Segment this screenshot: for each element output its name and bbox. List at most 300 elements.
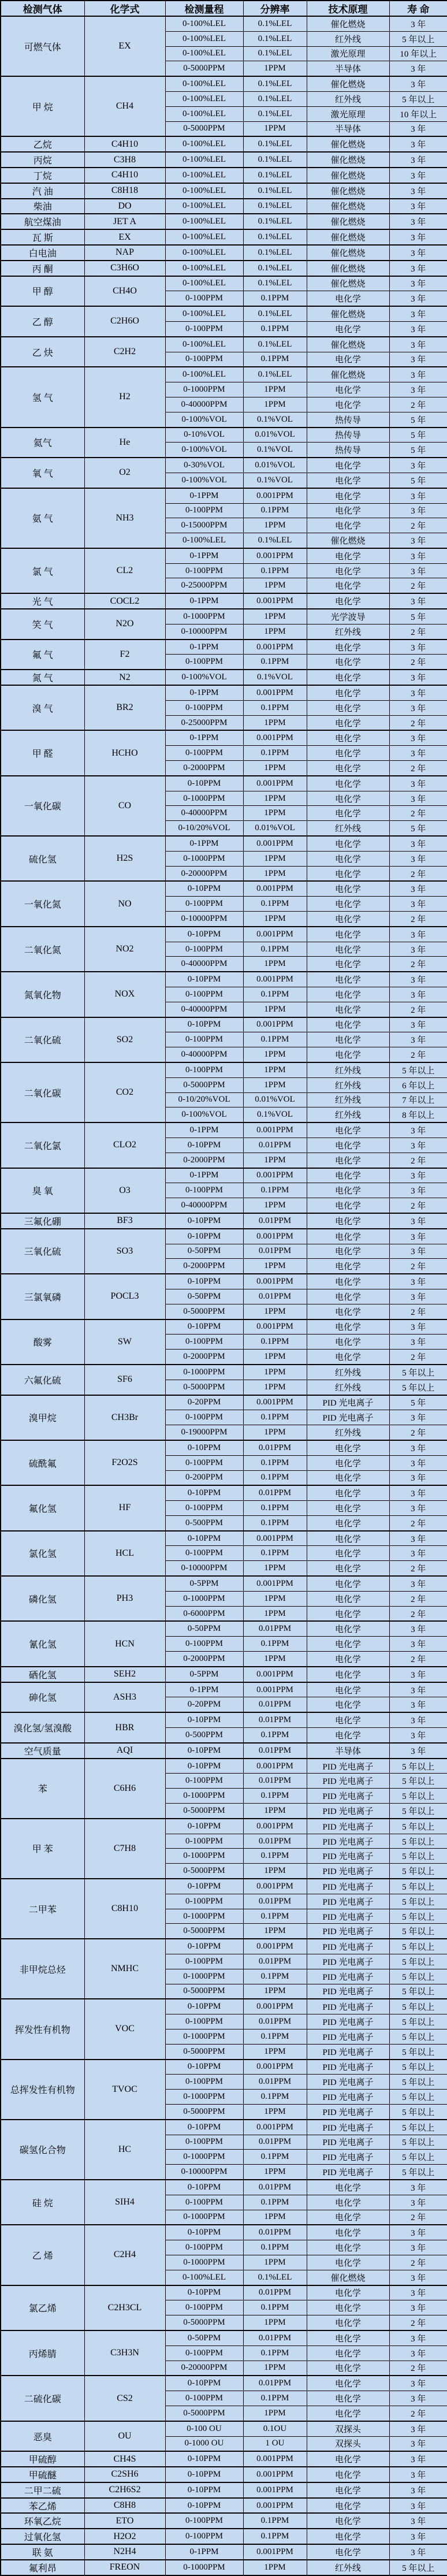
formula-cell: C2H6O xyxy=(84,306,165,337)
principle-cell: 催化燃烧 xyxy=(307,245,389,261)
resolution-cell: 0.1%LEL xyxy=(243,337,307,352)
table-row xyxy=(1,1682,447,1697)
range-cell: 0-10PPM xyxy=(165,2482,243,2498)
principle-cell: 电化学 xyxy=(307,1274,389,1289)
lifespan-cell: 3 年 xyxy=(389,730,447,745)
lifespan-cell: 5 年 xyxy=(389,473,447,488)
lifespan-cell: 2 年 xyxy=(389,715,447,730)
principle-cell: PID 光电离子 xyxy=(307,1395,389,1410)
table-row xyxy=(1,609,447,624)
range-cell: 0-10PPM xyxy=(165,1274,243,1289)
principle-cell: 半导体 xyxy=(307,1743,389,1759)
lifespan-cell: 5 年以上 xyxy=(389,1969,447,1984)
principle-cell: 催化燃烧 xyxy=(307,337,389,352)
lifespan-cell: 3 年 xyxy=(389,488,447,503)
lifespan-cell: 3 年 xyxy=(389,291,447,306)
range-cell: 0-100%LEL xyxy=(165,261,243,276)
range-cell: 0-100%VOL xyxy=(165,473,243,488)
formula-cell: BF3 xyxy=(84,1213,165,1229)
gas-name-cell: 氦气 xyxy=(1,428,84,458)
resolution-cell: 1PPM xyxy=(243,382,307,397)
principle-cell: 电化学 xyxy=(307,1017,389,1032)
gas-name-cell: 乙 醇 xyxy=(1,306,84,337)
gas-name-cell: 环氧乙烷 xyxy=(1,2513,84,2529)
lifespan-cell: 3 年 xyxy=(389,2180,447,2195)
resolution-cell: 1PPM xyxy=(243,1984,307,1999)
lifespan-cell: 3 年 xyxy=(389,1032,447,1047)
gas-name-cell: 氯 气 xyxy=(1,548,84,593)
lifespan-cell: 3 年 xyxy=(389,276,447,291)
range-cell: 0-100PPM xyxy=(165,700,243,715)
formula-cell: N2O xyxy=(84,609,165,640)
principle-cell: 电化学 xyxy=(307,715,389,730)
lifespan-cell: 3 年 xyxy=(389,337,447,352)
table-row xyxy=(1,548,447,563)
table-row xyxy=(1,2451,447,2467)
lifespan-cell: 5 年以上 xyxy=(389,1774,447,1789)
range-cell: 0-1PPM xyxy=(165,730,243,745)
lifespan-cell: 5 年 xyxy=(389,1395,447,1410)
table-row xyxy=(1,1819,447,1834)
formula-cell: AQI xyxy=(84,1743,165,1759)
resolution-cell: 0.1%LEL xyxy=(243,199,307,214)
lifespan-cell: 7 年以上 xyxy=(389,1092,447,1107)
lifespan-cell: 5 年以上 xyxy=(389,2090,447,2105)
resolution-cell: 0.001PPM xyxy=(243,685,307,700)
lifespan-cell: 5 年以上 xyxy=(389,1365,447,1380)
principle-cell: 电化学 xyxy=(307,640,389,655)
range-cell: 0-100%VOL xyxy=(165,443,243,458)
range-cell: 0-100%LEL xyxy=(165,367,243,382)
resolution-cell: 0.001PPM xyxy=(243,1879,307,1894)
resolution-cell: 1PPM xyxy=(243,1365,307,1380)
principle-cell: 催化燃烧 xyxy=(307,367,389,382)
principle-cell: PID 光电离子 xyxy=(307,2090,389,2105)
principle-cell: 催化燃烧 xyxy=(307,199,389,214)
resolution-cell: 0.01%VOL xyxy=(243,1092,307,1107)
range-cell: 0-40000PPM xyxy=(165,806,243,821)
lifespan-cell: 3 年 xyxy=(389,1168,447,1183)
gas-name-cell: 硅 烷 xyxy=(1,2180,84,2225)
principle-cell: PID 光电离子 xyxy=(307,2044,389,2059)
principle-cell: PID 光电离子 xyxy=(307,1849,389,1864)
principle-cell: 红外线 xyxy=(307,1107,389,1122)
range-cell: 0-100%LEL xyxy=(165,46,243,61)
lifespan-cell: 3 年 xyxy=(389,1017,447,1032)
principle-cell: 电化学 xyxy=(307,1168,389,1183)
resolution-cell: 0.001PPM xyxy=(243,1999,307,2014)
table-row xyxy=(1,927,447,942)
formula-cell: CL2 xyxy=(84,548,165,593)
gas-name-cell: 氟利昂 xyxy=(1,2560,84,2575)
gas-name-cell: 乙 炔 xyxy=(1,337,84,367)
principle-cell: 电化学 xyxy=(307,1561,389,1576)
resolution-cell: 0.01PPM xyxy=(243,2330,307,2345)
range-cell: 0-20000PPM xyxy=(165,866,243,881)
resolution-cell: 0.1%LEL xyxy=(243,367,307,382)
resolution-cell: 0.1%LEL xyxy=(243,136,307,152)
range-cell: 0-100PPM xyxy=(165,1834,243,1849)
principle-cell: 电化学 xyxy=(307,593,389,609)
principle-cell: 电化学 xyxy=(307,1637,389,1652)
range-cell: 0-1PPM xyxy=(165,1122,243,1138)
principle-cell: 电化学 xyxy=(307,1546,389,1561)
principle-cell: 半导体 xyxy=(307,121,389,136)
table-row xyxy=(1,1743,447,1759)
principle-cell: 催化燃烧 xyxy=(307,229,389,245)
resolution-cell: 1PPM xyxy=(243,1924,307,1939)
gas-name-cell: 二甲二硫 xyxy=(1,2482,84,2498)
range-cell: 0-100%VOL xyxy=(165,1107,243,1122)
gas-name-cell: 丙烯腈 xyxy=(1,2330,84,2376)
header-cell-resolution: 分辨率 xyxy=(243,1,307,16)
principle-cell: 电化学 xyxy=(307,2285,389,2300)
principle-cell: PID 光电离子 xyxy=(307,1969,389,1984)
lifespan-cell: 5 年 xyxy=(389,412,447,427)
table-row xyxy=(1,2180,447,2195)
formula-cell: SO3 xyxy=(84,1229,165,1274)
lifespan-cell: 2 年 xyxy=(389,397,447,412)
lifespan-cell: 3 年 xyxy=(389,261,447,276)
formula-cell: C8H18 xyxy=(84,183,165,199)
lifespan-cell: 5 年以上 xyxy=(389,1909,447,1924)
range-cell: 0-1000PPM xyxy=(165,851,243,866)
lifespan-cell: 3 年 xyxy=(389,1576,447,1591)
formula-cell: TVOC xyxy=(84,2060,165,2120)
resolution-cell: 0.001PPM xyxy=(243,927,307,942)
lifespan-cell: 3 年 xyxy=(389,1138,447,1153)
lifespan-cell: 5 年 xyxy=(389,428,447,443)
resolution-cell: 0.01PPM xyxy=(243,2376,307,2391)
lifespan-cell: 5 年以上 xyxy=(389,1879,447,1894)
principle-cell: 催化燃烧 xyxy=(307,168,389,183)
gas-name-cell: 氧 气 xyxy=(1,458,84,488)
gas-name-cell: 溴化氢/氢溴酸 xyxy=(1,1712,84,1743)
principle-cell: 电化学 xyxy=(307,685,389,700)
range-cell: 0-100PPM xyxy=(165,2345,243,2361)
resolution-cell: 0.1%LEL xyxy=(243,16,307,31)
principle-cell: 热传导 xyxy=(307,428,389,443)
formula-cell: CH4S xyxy=(84,2451,165,2467)
principle-cell: 电化学 xyxy=(307,700,389,715)
lifespan-cell: 3 年 xyxy=(389,503,447,518)
range-cell: 0-2000PPM xyxy=(165,1259,243,1274)
gas-name-cell: 氰化氢 xyxy=(1,1621,84,1666)
gas-name-cell: 二氧化碳 xyxy=(1,1062,84,1122)
range-cell: 0-10%VOL xyxy=(165,428,243,443)
resolution-cell: 0.1PPM xyxy=(243,2195,307,2210)
table-row xyxy=(1,1576,447,1591)
resolution-cell: 0.01PPM xyxy=(243,1743,307,1759)
table-row xyxy=(1,685,447,700)
formula-cell: BR2 xyxy=(84,685,165,730)
range-cell: 0-1000PPM xyxy=(165,2029,243,2044)
range-cell: 0-10PPM xyxy=(165,2120,243,2135)
table-row xyxy=(1,2482,447,2498)
lifespan-cell: 3 年 xyxy=(389,1743,447,1759)
range-cell: 0-100PPM xyxy=(165,1501,243,1516)
principle-cell: 电化学 xyxy=(307,2255,389,2270)
resolution-cell: 0.1%LEL xyxy=(243,261,307,276)
table-row xyxy=(1,1485,447,1500)
lifespan-cell: 3 年 xyxy=(389,881,447,896)
range-cell: 0-10PPM xyxy=(165,776,243,791)
lifespan-cell: 3 年 xyxy=(389,2345,447,2361)
principle-cell: 电化学 xyxy=(307,1515,389,1530)
range-cell: 0-1000PPM xyxy=(165,2255,243,2270)
lifespan-cell: 5 年以上 xyxy=(389,1849,447,1864)
range-cell: 0-100PPM xyxy=(165,2300,243,2315)
principle-cell: PID 光电离子 xyxy=(307,2075,389,2090)
range-cell: 0-100PPM xyxy=(165,1894,243,1909)
range-cell: 0-100%LEL xyxy=(165,16,243,31)
lifespan-cell: 3 年 xyxy=(389,1274,447,1289)
principle-cell: 电化学 xyxy=(307,2330,389,2345)
principle-cell: 电化学 xyxy=(307,912,389,927)
formula-cell: NMHC xyxy=(84,1939,165,1999)
gas-name-cell: 氟化氢 xyxy=(1,1485,84,1530)
lifespan-cell: 3 年 xyxy=(389,1637,447,1652)
range-cell: 0-1PPM xyxy=(165,488,243,503)
table-row xyxy=(1,1440,447,1455)
gas-name-cell: 柴油 xyxy=(1,199,84,214)
lifespan-cell: 2 年 xyxy=(389,518,447,533)
header-cell-formula: 化学式 xyxy=(84,1,165,16)
principle-cell: PID 光电离子 xyxy=(307,1819,389,1834)
table-row xyxy=(1,776,447,791)
range-cell: 0-100%LEL xyxy=(165,168,243,183)
principle-cell: PID 光电离子 xyxy=(307,1924,389,1939)
resolution-cell: 0.1%LEL xyxy=(243,168,307,183)
lifespan-cell: 2 年 xyxy=(389,1350,447,1365)
table-row xyxy=(1,1667,447,1682)
principle-cell: PID 光电离子 xyxy=(307,2165,389,2180)
lifespan-cell: 3 年 xyxy=(389,2300,447,2315)
lifespan-cell: 2 年 xyxy=(389,655,447,670)
resolution-cell: 1PPM xyxy=(243,1002,307,1017)
range-cell: 0-1000 OU xyxy=(165,2436,243,2451)
lifespan-cell: 3 年 xyxy=(389,121,447,136)
resolution-cell: 0.1PPM xyxy=(243,1183,307,1198)
lifespan-cell: 3 年 xyxy=(389,229,447,245)
lifespan-cell: 2 年 xyxy=(389,578,447,593)
range-cell: 0-10PPM xyxy=(165,1138,243,1153)
resolution-cell: 0.01PPM xyxy=(243,2135,307,2150)
resolution-cell: 0.1PPM xyxy=(243,1849,307,1864)
range-cell: 0-100 OU xyxy=(165,2421,243,2436)
range-cell: 0-10PPM xyxy=(165,1759,243,1774)
gas-name-cell: 硫酰氟 xyxy=(1,1440,84,1485)
resolution-cell: 0.001PPM xyxy=(243,548,307,563)
lifespan-cell: 5 年以上 xyxy=(389,1380,447,1395)
lifespan-cell: 2 年 xyxy=(389,912,447,927)
table-row xyxy=(1,1229,447,1244)
principle-cell: 电化学 xyxy=(307,2240,389,2255)
table-row xyxy=(1,2225,447,2240)
resolution-cell: 0.001PPM xyxy=(243,640,307,655)
resolution-cell: 0.1PPM xyxy=(243,503,307,518)
formula-cell: F2O2S xyxy=(84,1440,165,1485)
resolution-cell: 1PPM xyxy=(243,866,307,881)
resolution-cell: 0.01PPM xyxy=(243,1440,307,1455)
lifespan-cell: 2 年 xyxy=(389,1425,447,1440)
resolution-cell: 1PPM xyxy=(243,1304,307,1319)
resolution-cell: 0.1PPM xyxy=(243,352,307,367)
formula-cell: CH3Br xyxy=(84,1395,165,1440)
resolution-cell: 0.001PPM xyxy=(243,1122,307,1138)
lifespan-cell: 3 年 xyxy=(389,1501,447,1516)
lifespan-cell: 5 年以上 xyxy=(389,1999,447,2014)
resolution-cell: 0.1PPM xyxy=(243,1410,307,1425)
range-cell: 0-100%LEL xyxy=(165,306,243,321)
gas-name-cell: 砷化氢 xyxy=(1,1682,84,1713)
lifespan-cell: 2 年 xyxy=(389,1561,447,1576)
range-cell: 0-10PPM xyxy=(165,1939,243,1954)
principle-cell: 电化学 xyxy=(307,2451,389,2467)
gas-name-cell: 溴 气 xyxy=(1,685,84,730)
resolution-cell: 1PPM xyxy=(243,806,307,821)
table-row xyxy=(1,2560,447,2575)
lifespan-cell: 3 年 xyxy=(389,2451,447,2467)
range-cell: 0-2000PPM xyxy=(165,1350,243,1365)
range-cell: 0-25000PPM xyxy=(165,578,243,593)
principle-cell: 电化学 xyxy=(307,321,389,336)
range-cell: 0-100PPM xyxy=(165,1774,243,1789)
formula-cell: C6H6 xyxy=(84,1759,165,1819)
resolution-cell: 0.1PPM xyxy=(243,2300,307,2315)
resolution-cell: 0.1PPM xyxy=(243,2029,307,2044)
range-cell: 0-10PPM xyxy=(165,2467,243,2482)
principle-cell: 电化学 xyxy=(307,1002,389,1017)
range-cell: 0-10PPM xyxy=(165,2060,243,2075)
resolution-cell: 0.1PPM xyxy=(243,321,307,336)
resolution-cell: 0.1%VOL xyxy=(243,1107,307,1122)
lifespan-cell: 5 年以上 xyxy=(389,2120,447,2135)
formula-cell: SIH4 xyxy=(84,2180,165,2225)
resolution-cell: 0.001PPM xyxy=(243,1319,307,1335)
principle-cell: 电化学 xyxy=(307,1712,389,1727)
range-cell: 0-100PPM xyxy=(165,2529,243,2544)
gas-name-cell: 磷化氢 xyxy=(1,1576,84,1621)
resolution-cell: 1PPM xyxy=(243,1047,307,1062)
range-cell: 0-100%LEL xyxy=(165,199,243,214)
range-cell: 0-10PPM xyxy=(165,1819,243,1834)
formula-cell: NOX xyxy=(84,972,165,1017)
principle-cell: PID 光电离子 xyxy=(307,1999,389,2014)
principle-cell: 催化燃烧 xyxy=(307,152,389,168)
principle-cell: 催化燃烧 xyxy=(307,276,389,291)
resolution-cell: 0.01PPM xyxy=(243,1834,307,1849)
principle-cell: 电化学 xyxy=(307,382,389,397)
lifespan-cell: 2 年 xyxy=(389,1652,447,1667)
range-cell: 0-100PPM xyxy=(165,2135,243,2150)
gas-name-cell: 硫化氢 xyxy=(1,836,84,881)
gas-name-cell: 笑 气 xyxy=(1,609,84,640)
resolution-cell: 1PPM xyxy=(243,518,307,533)
resolution-cell: 0.1PPM xyxy=(243,897,307,912)
range-cell: 0-10PPM xyxy=(165,1229,243,1244)
resolution-cell: 0.1PPM xyxy=(243,942,307,957)
range-cell: 0-40000PPM xyxy=(165,1047,243,1062)
principle-cell: 电化学 xyxy=(307,2406,389,2421)
principle-cell: 电化学 xyxy=(307,836,389,851)
principle-cell: 电化学 xyxy=(307,2513,389,2529)
resolution-cell: 0.1PPM xyxy=(243,1455,307,1470)
lifespan-cell: 3 年 xyxy=(389,1682,447,1697)
principle-cell: 红外线 xyxy=(307,1092,389,1107)
range-cell: 0-5PPM xyxy=(165,1576,243,1591)
range-cell: 0-100%LEL xyxy=(165,214,243,229)
resolution-cell: 1PPM xyxy=(243,2406,307,2421)
range-cell: 0-100PPM xyxy=(165,1062,243,1077)
range-cell: 0-1000PPM xyxy=(165,1909,243,1924)
principle-cell: 催化燃烧 xyxy=(307,16,389,31)
formula-cell: C3H6O xyxy=(84,261,165,276)
gas-name-cell: 臭 氧 xyxy=(1,1168,84,1213)
lifespan-cell: 5 年 xyxy=(389,821,447,836)
lifespan-cell: 2 年 xyxy=(389,1606,447,1621)
resolution-cell: 0.1%LEL xyxy=(243,276,307,291)
range-cell: 0-100PPM xyxy=(165,321,243,336)
table-row xyxy=(1,1621,447,1636)
formula-cell: SO2 xyxy=(84,1017,165,1062)
resolution-cell: 0.01%VOL xyxy=(243,821,307,836)
table-row xyxy=(1,229,447,245)
range-cell: 0-5000PPM xyxy=(165,1304,243,1319)
lifespan-cell: 3 年 xyxy=(389,2436,447,2451)
lifespan-cell: 2 年 xyxy=(389,2406,447,2421)
resolution-cell: 0.1PPM xyxy=(243,746,307,761)
range-cell: 0-1000PPM xyxy=(165,1789,243,1804)
resolution-cell: 1PPM xyxy=(243,2315,307,2330)
gas-name-cell: 乙 烯 xyxy=(1,2225,84,2285)
principle-cell: 电化学 xyxy=(307,1138,389,1153)
table-row xyxy=(1,2467,447,2482)
resolution-cell: 0.01PPM xyxy=(243,1774,307,1789)
principle-cell: 红外线 xyxy=(307,821,389,836)
principle-cell: 红外线 xyxy=(307,31,389,46)
range-cell: 0-100PPM xyxy=(165,746,243,761)
table-row xyxy=(1,1168,447,1183)
principle-cell: 光学波导 xyxy=(307,609,389,624)
principle-cell: 电化学 xyxy=(307,1213,389,1229)
resolution-cell: 0.001PPM xyxy=(243,2120,307,2135)
resolution-cell: 0.1%LEL xyxy=(243,91,307,106)
resolution-cell: 0.1PPM xyxy=(243,1969,307,1984)
gas-name-cell: 酸雾 xyxy=(1,1319,84,1365)
resolution-cell: 1PPM xyxy=(243,624,307,639)
lifespan-cell: 3 年 xyxy=(389,199,447,214)
resolution-cell: 0.01PPM xyxy=(243,1697,307,1712)
gas-name-cell: 丙烷 xyxy=(1,152,84,168)
principle-cell: 电化学 xyxy=(307,806,389,821)
resolution-cell: 0.1PPM xyxy=(243,563,307,578)
gas-name-cell: 丁烷 xyxy=(1,168,84,183)
principle-cell: PID 光电离子 xyxy=(307,2014,389,2029)
principle-cell: PID 光电离子 xyxy=(307,1894,389,1909)
formula-cell: N2 xyxy=(84,670,165,685)
resolution-cell: 0.001PPM xyxy=(243,836,307,851)
principle-cell: 电化学 xyxy=(307,1198,389,1213)
resolution-cell: 0.001PPM xyxy=(243,1229,307,1244)
range-cell: 0-5000PPM xyxy=(165,61,243,76)
resolution-cell: 0.1%LEL xyxy=(243,106,307,121)
principle-cell: 电化学 xyxy=(307,746,389,761)
lifespan-cell: 3 年 xyxy=(389,1621,447,1636)
range-cell: 0-100PPM xyxy=(165,897,243,912)
range-cell: 0-100%LEL xyxy=(165,183,243,199)
range-cell: 0-100PPM xyxy=(165,1637,243,1652)
